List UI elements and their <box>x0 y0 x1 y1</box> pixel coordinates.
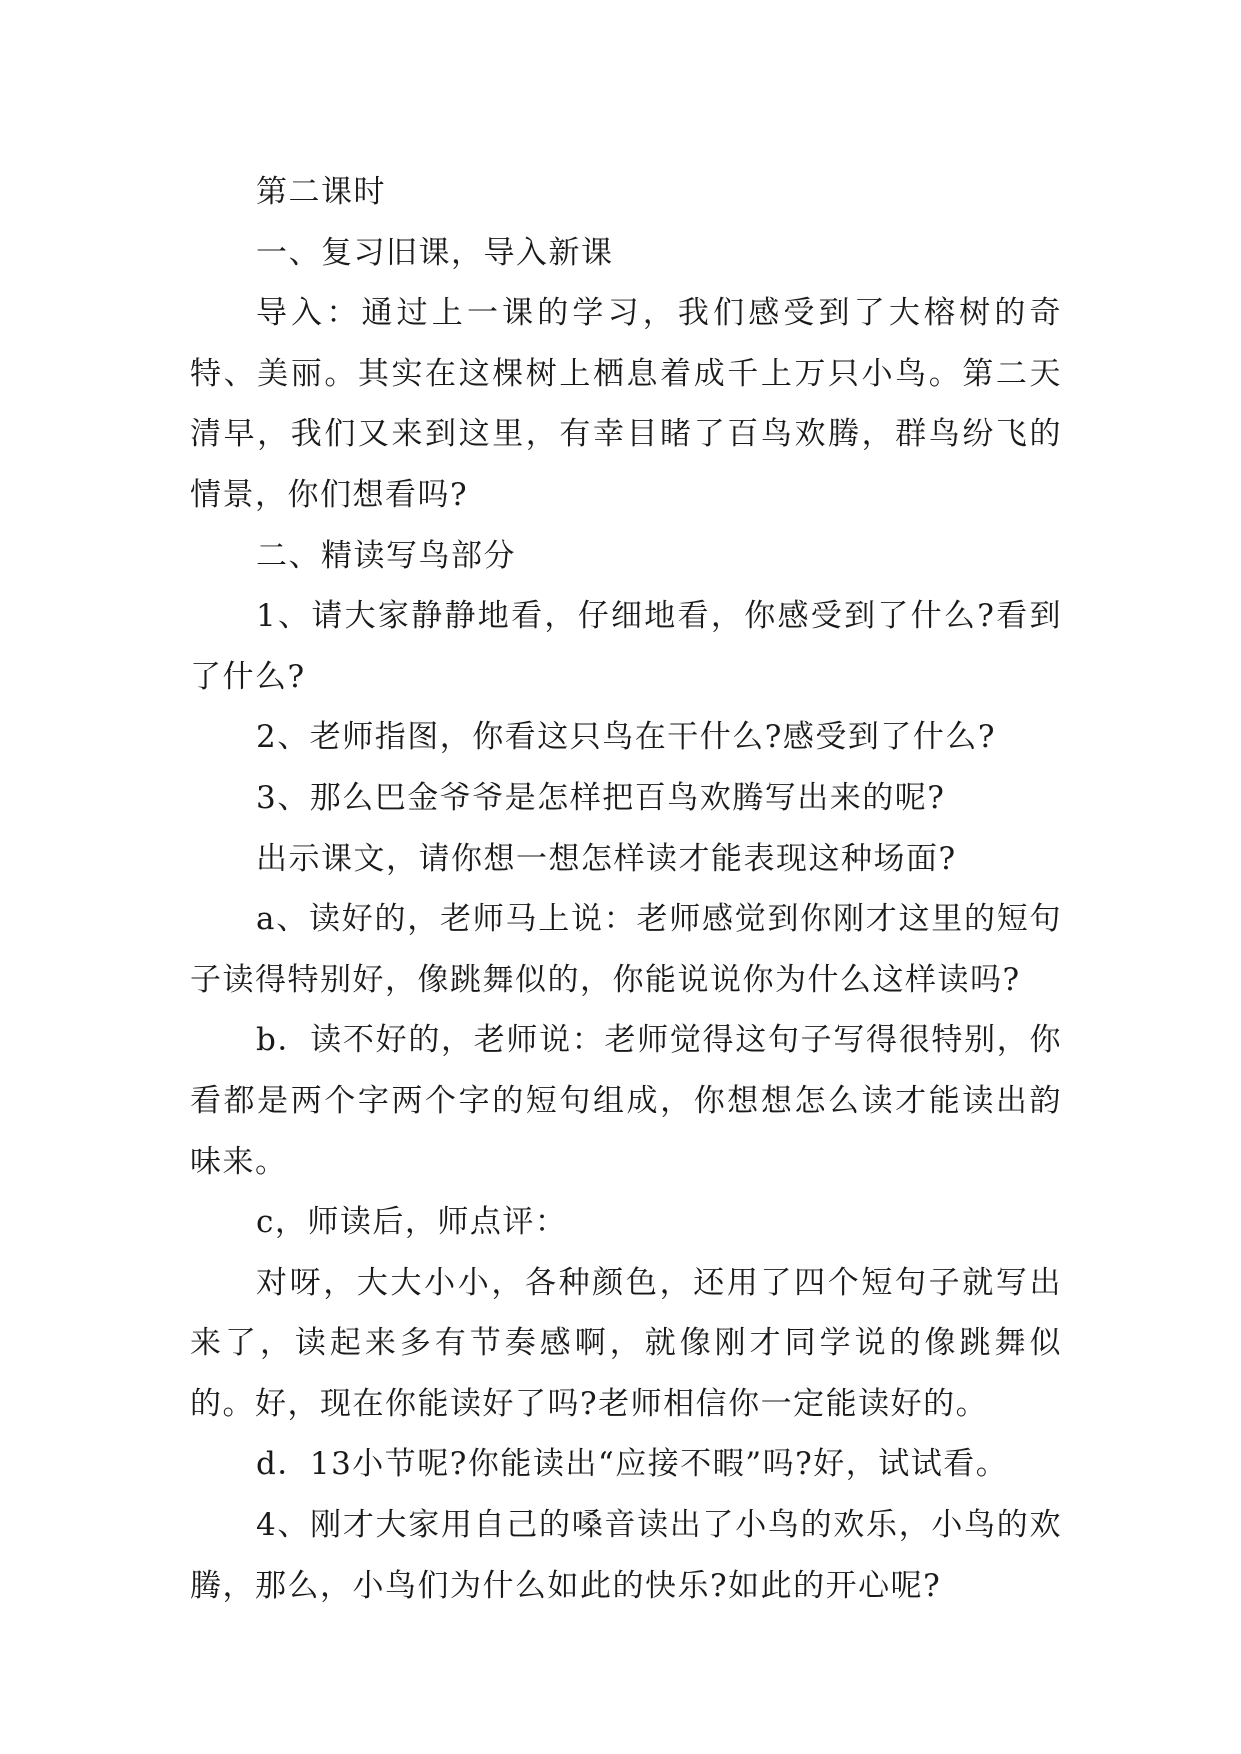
paragraph-show-text: 出示课文，请你想一想怎样读才能表现这种场面? <box>256 840 957 877</box>
paragraph-item-c: c，师读后，师点评： <box>256 1204 568 1241</box>
paragraph-step-3: 3、那么巴金爷爷是怎样把百鸟欢腾写出来的呢? <box>256 779 946 816</box>
paragraph-item-a: a、读好的，老师马上说：老师感觉到你刚才这里的短句子读得特别好，像跳舞似的，你能说说你为什么这样读吗? <box>190 901 1062 998</box>
paragraph-step-4: 4、刚才大家用自己的嗓音读出了小鸟的欢乐，小鸟的欢腾，那么，小鸟们为什么如此的快乐?如此的开心呢? <box>190 1507 1062 1604</box>
paragraph-comment: 对呀，大大小小，各种颜色，还用了四个短句子就写出来了，读起来多有节奏感啊，就像刚才同学说的像跳舞似的。好，现在你能读好了吗?老师相信你一定能读好的。 <box>190 1264 1062 1422</box>
document-body <box>190 162 1062 1616</box>
paragraph-intro: 导入：通过上一课的学习，我们感受到了大榕树的奇特、美丽。其实在这棵树上栖息着成千上万只小鸟。第二天清早，我们又来到这里，有幸目睹了百鸟欢腾，群鸟纷飞的情景，你们想看吗? <box>190 295 1062 513</box>
section-heading-review: 一、复习旧课，导入新课 <box>256 234 614 271</box>
paragraph-step-2: 2、老师指图，你看这只鸟在干什么?感受到了什么? <box>256 719 996 756</box>
section-heading-reading: 二、精读写鸟部分 <box>256 537 516 574</box>
paragraph-item-d: d．13小节呢?你能读出“应接不暇”吗?好，试试看。 <box>256 1446 1009 1483</box>
paragraph-step-1: 1、请大家静静地看，仔细地看，你感受到了什么?看到了什么? <box>190 598 1062 695</box>
lesson-heading: 第二课时 <box>256 174 386 210</box>
paragraph-item-b: b．读不好的，老师说：老师觉得这句子写得很特别，你看都是两个字两个字的短句组成，你想想怎么读才能读出韵味来。 <box>190 1022 1062 1180</box>
